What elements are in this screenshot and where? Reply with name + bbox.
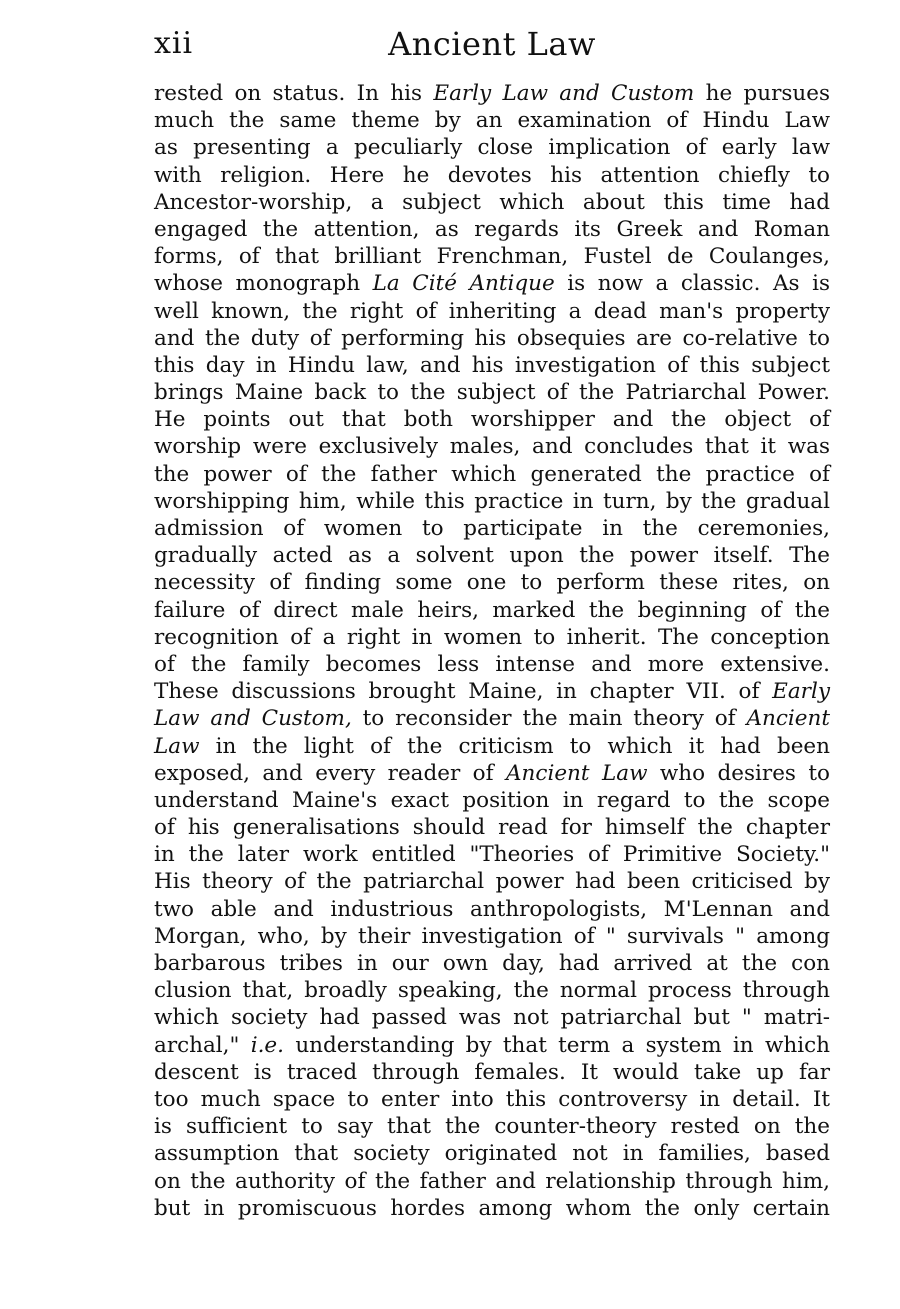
text-segment: is sufficient to say that the counter-theory rested on the xyxy=(154,1114,830,1140)
text-segment: with religion. Here he devotes his attention chiefly to xyxy=(154,162,830,188)
text-line xyxy=(154,243,830,270)
text-segment: Morgan, who, by their investigation of " survivals " among xyxy=(154,923,830,949)
text-segment: worship were exclusively males, and concludes that it was xyxy=(154,434,830,460)
text-segment: admission of women to participate in the ceremonies, xyxy=(154,516,830,541)
text-line xyxy=(154,1059,830,1086)
text-line xyxy=(154,406,830,433)
text-line xyxy=(154,542,830,569)
text-line xyxy=(154,270,830,297)
text-segment: exposed, and every reader of xyxy=(154,760,507,786)
text-segment: to reconsider the main theory of xyxy=(351,706,747,732)
italic-text: Early xyxy=(772,679,830,705)
text-line xyxy=(154,651,830,678)
text-segment: and the duty of performing his obsequies are co-relative to xyxy=(154,325,830,351)
body-text xyxy=(154,80,830,1222)
text-line xyxy=(154,977,830,1004)
italic-text: Early Law and Custom xyxy=(433,81,695,106)
text-line xyxy=(154,352,830,379)
text-line xyxy=(154,216,830,243)
text-segment: in the later work entitled "Theories of Primitive Society." xyxy=(154,842,830,868)
text-segment: His theory of the patriarchal power had been criticised by xyxy=(154,869,830,895)
italic-text: Law and Custom, xyxy=(154,706,352,732)
text-line xyxy=(154,569,830,596)
text-segment: understanding by that term a system in which xyxy=(284,1032,830,1058)
text-line xyxy=(154,950,830,977)
text-segment: recognition of a right in women to inherit. The conception xyxy=(154,624,830,650)
text-segment: forms, of that brilliant Frenchman, Fustel de Coulanges, xyxy=(154,244,830,270)
text-segment: clusion that, broadly speaking, the normal process through xyxy=(154,978,830,1004)
italic-text: Ancient xyxy=(746,706,830,732)
text-segment: worshipping him, while this practice in turn, by the gradual xyxy=(154,488,830,514)
text-segment: on the authority of the father and relationship through him, xyxy=(154,1168,830,1194)
text-line xyxy=(154,80,830,107)
text-segment: understand Maine's exact position in regard to the scope xyxy=(154,787,830,813)
running-head xyxy=(154,24,830,68)
text-segment: is now a classic. As is xyxy=(554,271,830,297)
text-segment: but in promiscuous hordes among whom the only certain xyxy=(154,1195,830,1221)
text-line xyxy=(154,1195,830,1222)
text-line xyxy=(154,868,830,895)
text-segment: as presenting a peculiarly close implication of early law xyxy=(154,135,830,161)
text-segment: well known, the right of inheriting a dead man's property xyxy=(154,298,830,324)
text-segment: of the family becomes less intense and more extensive. xyxy=(154,651,830,677)
text-segment: in the light of the criticism to which it had been xyxy=(199,733,830,759)
italic-text: Law xyxy=(154,733,200,759)
text-line xyxy=(154,597,830,624)
text-line xyxy=(154,162,830,189)
text-line xyxy=(154,433,830,460)
italic-text: Ancient Law xyxy=(506,760,648,786)
text-segment: necessity of finding some one to perform these rites, on xyxy=(154,570,830,596)
running-title: Ancient Law xyxy=(388,25,596,63)
text-line xyxy=(154,1140,830,1167)
text-line xyxy=(154,515,830,542)
text-line xyxy=(154,379,830,406)
text-segment: assumption that society originated not in families, based xyxy=(154,1141,830,1167)
text-segment: These discussions brought Maine, in chapter VII. of xyxy=(154,679,773,705)
italic-text: i.e. xyxy=(250,1032,284,1058)
text-line xyxy=(154,1032,830,1059)
text-line xyxy=(154,189,830,216)
text-segment: rested on status. In his xyxy=(154,81,434,106)
text-segment: He points out that both worshipper and the object of xyxy=(154,407,830,433)
text-segment: Ancestor-worship, a subject which about this time had xyxy=(154,189,830,215)
text-line xyxy=(154,1113,830,1140)
text-line xyxy=(154,488,830,515)
text-line xyxy=(154,760,830,787)
italic-text: La Cité Antique xyxy=(372,271,555,297)
text-line xyxy=(154,923,830,950)
text-line xyxy=(154,678,830,705)
text-line xyxy=(154,134,830,161)
text-line xyxy=(154,896,830,923)
text-segment: engaged the attention, as regards its Greek and Roman xyxy=(154,216,830,242)
text-segment: much the same theme by an examination of Hindu Law xyxy=(154,108,830,134)
text-segment: who desires to xyxy=(647,760,830,786)
text-segment: barbarous tribes in our own day, had arrived at the con xyxy=(154,951,830,976)
text-line xyxy=(154,1168,830,1195)
text-segment: this day in Hindu law, and his investigation of this subject xyxy=(154,352,830,378)
text-line xyxy=(154,705,830,732)
text-segment: of his generalisations should read for himself the chapter xyxy=(154,815,830,841)
page-number: xii xyxy=(154,26,194,61)
text-segment: he pursues xyxy=(694,81,830,106)
text-segment: the power of the father which generated the practice of xyxy=(154,461,830,487)
text-segment: gradually acted as a solvent upon the power itself. The xyxy=(154,543,830,569)
text-line xyxy=(154,841,830,868)
text-segment: brings Maine back to the subject of the Patriarchal Power. xyxy=(154,380,830,406)
text-segment: which society had passed was not patriarchal but " matri- xyxy=(154,1005,830,1031)
text-line xyxy=(154,814,830,841)
text-segment: two able and industrious anthropologists, M'Lennan and xyxy=(154,896,830,922)
text-line xyxy=(154,461,830,488)
text-line xyxy=(154,107,830,134)
text-segment: descent is traced through females. It would take up far xyxy=(154,1059,830,1085)
text-segment: whose monograph xyxy=(154,271,373,297)
text-line xyxy=(154,733,830,760)
text-line xyxy=(154,624,830,651)
text-line xyxy=(154,325,830,352)
text-line xyxy=(154,298,830,325)
text-line xyxy=(154,787,830,814)
text-segment: archal," xyxy=(154,1032,251,1058)
text-segment: failure of direct male heirs, marked the beginning of the xyxy=(154,597,830,623)
text-line xyxy=(154,1086,830,1113)
text-segment: too much space to enter into this controversy in detail. It xyxy=(154,1086,830,1112)
text-line xyxy=(154,1004,830,1031)
